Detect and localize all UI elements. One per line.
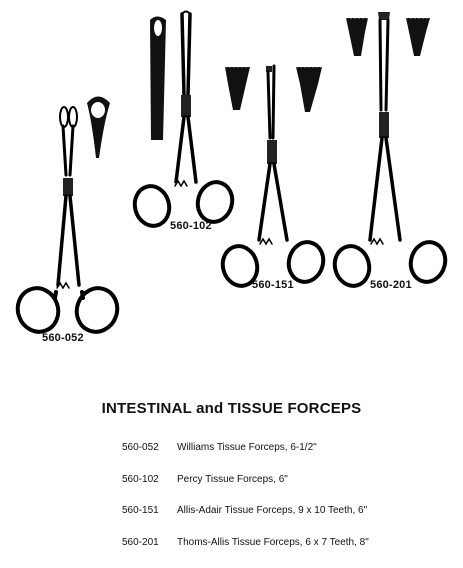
thoms-allis-tip-detail-left — [346, 14, 368, 56]
catalog-description: Thoms-Allis Tissue Forceps, 6 x 7 Teeth, 8" — [177, 537, 369, 548]
percy-tip-detail — [150, 17, 166, 141]
catalog-row — [122, 442, 317, 453]
allis-adair-tip-detail-left — [225, 64, 250, 110]
catalog-description: Percy Tissue Forceps, 6" — [177, 474, 288, 485]
catalog-code: 560-102 — [122, 474, 159, 485]
catalog-row — [122, 474, 288, 485]
catalog-code: 560-201 — [122, 537, 159, 548]
catalog-description: Allis-Adair Tissue Forceps, 9 x 10 Teeth, 6" — [177, 505, 368, 516]
catalog-description: Williams Tissue Forceps, 6-1/2" — [177, 442, 317, 453]
label-560-102: 560-102 — [170, 220, 212, 232]
catalog-code: 560-052 — [122, 442, 159, 453]
catalog-code: 560-151 — [122, 505, 159, 516]
label-560-151: 560-151 — [252, 279, 294, 291]
williams-forceps-drawing — [12, 107, 124, 338]
page-title: INTESTINAL and TISSUE FORCEPS — [101, 400, 362, 417]
thoms-allis-tip-detail-right — [406, 14, 431, 56]
label-560-052: 560-052 — [42, 332, 84, 344]
thoms-allis-forceps-drawing — [330, 12, 449, 290]
label-560-201: 560-201 — [370, 279, 412, 291]
allis-adair-tip-detail-right — [296, 64, 322, 112]
catalog-row — [122, 537, 369, 548]
catalog-row — [122, 505, 367, 516]
williams-tip-detail — [87, 97, 110, 159]
percy-forceps-drawing — [130, 12, 236, 230]
